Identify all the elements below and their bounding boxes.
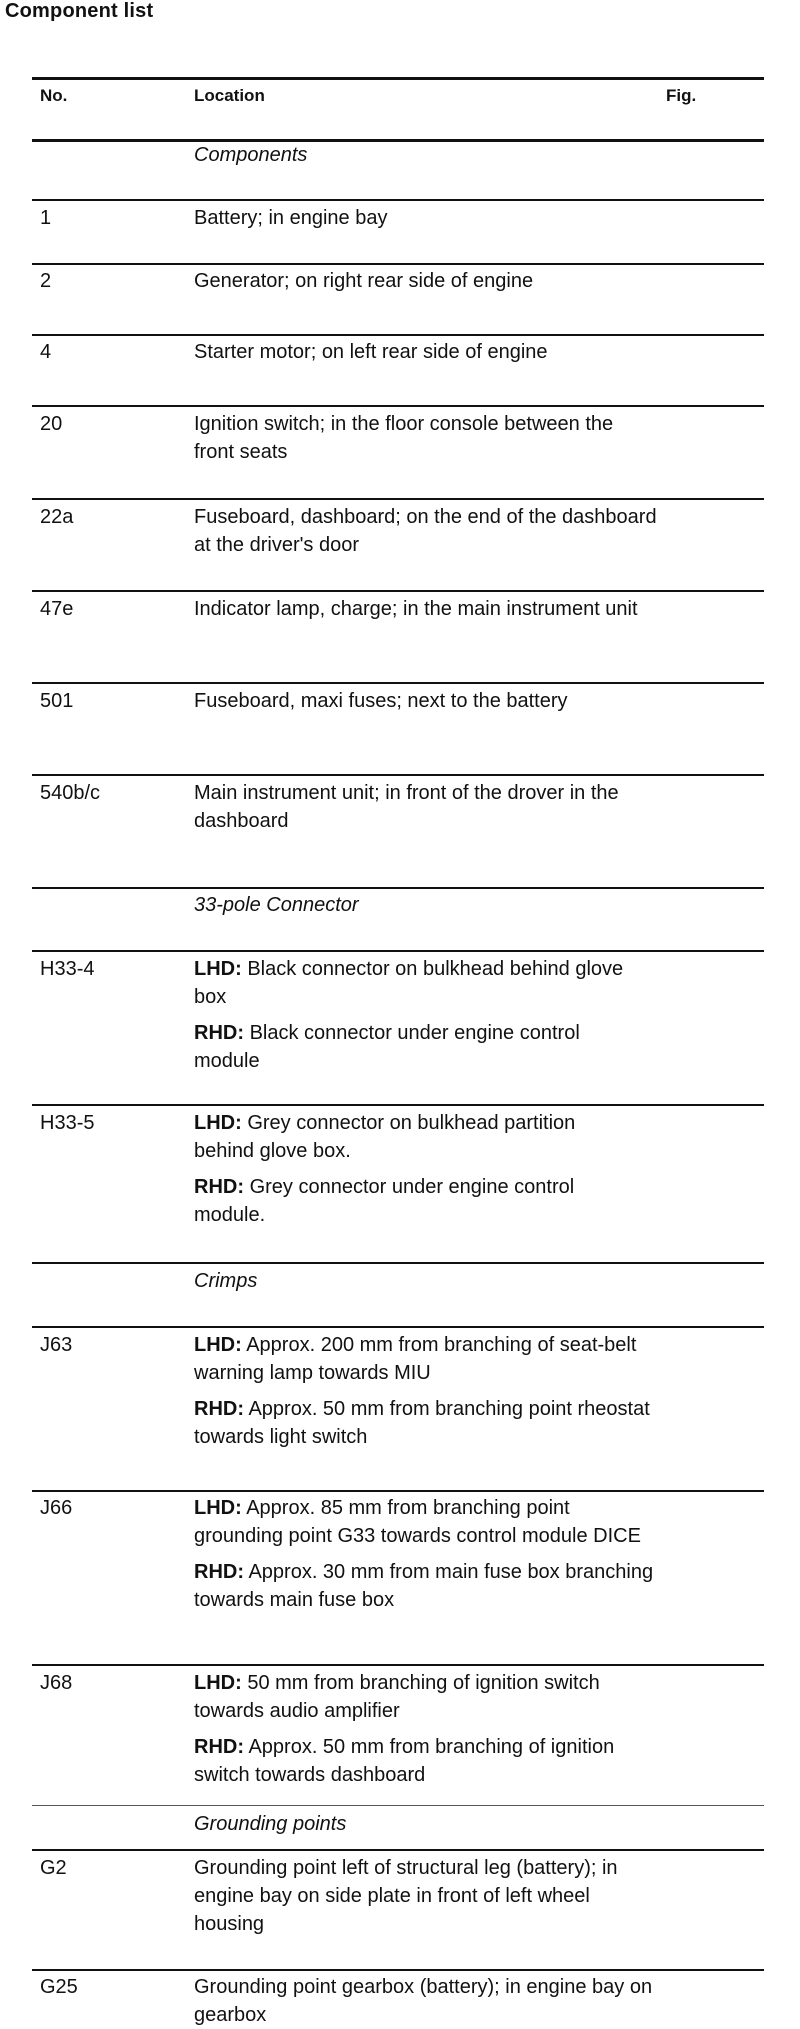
- row-divider: [32, 1664, 764, 1666]
- row-number: J68: [40, 1672, 73, 1694]
- row-location: Fuseboard, dashboard; on the end of the dashboard at the driver's door: [194, 506, 657, 556]
- row-number: 2: [40, 270, 52, 292]
- row-number: 501: [40, 690, 74, 712]
- row-divider: [32, 1262, 764, 1264]
- lhd-label: LHD:: [194, 1672, 242, 1694]
- row-number: J63: [40, 1334, 73, 1356]
- row-number: H33-5: [40, 1112, 95, 1134]
- rhd-label: RHD:: [194, 1561, 244, 1583]
- row-divider: [32, 682, 764, 684]
- row-divider: [32, 263, 764, 265]
- row-divider: [32, 774, 764, 776]
- row-location: Indicator lamp, charge; in the main instrument unit: [194, 598, 638, 620]
- row-divider: [32, 1326, 764, 1328]
- row-divider: [32, 1104, 764, 1106]
- lhd-text: Approx. 85 mm from branching point grounding point G33 towards control module DICE: [194, 1497, 641, 1547]
- lhd-note: [194, 1109, 634, 1165]
- row-number: J66: [40, 1497, 73, 1519]
- row-location: [194, 1669, 674, 1789]
- row-divider: [32, 887, 764, 889]
- row-location: Starter motor; on left rear side of engine: [194, 341, 548, 363]
- section-heading-crimps: Crimps: [194, 1270, 258, 1292]
- lhd-text: 50 mm from branching of ignition switch towards audio amplifier: [194, 1672, 600, 1722]
- row-number: 1: [40, 207, 52, 229]
- rhd-label: RHD:: [194, 1022, 244, 1044]
- lhd-label: LHD:: [194, 958, 242, 980]
- row-number: G25: [40, 1976, 78, 1998]
- row-divider: [32, 199, 764, 201]
- row-divider: [32, 1969, 764, 1971]
- rhd-text: Approx. 50 mm from branching point rheostat towards light switch: [194, 1398, 650, 1448]
- rhd-label: RHD:: [194, 1176, 244, 1198]
- row-number: H33-4: [40, 958, 95, 980]
- table-top-rule: [32, 77, 764, 80]
- row-divider: [32, 950, 764, 952]
- row-location: [194, 1109, 634, 1229]
- row-divider: [32, 405, 764, 407]
- rhd-text: Black connector under engine control module: [194, 1022, 580, 1072]
- lhd-label: LHD:: [194, 1497, 242, 1519]
- lhd-note: [194, 1669, 674, 1725]
- rhd-text: Approx. 50 mm from branching of ignition switch towards dashboard: [194, 1736, 615, 1786]
- column-header-fig: Fig.: [666, 86, 697, 105]
- row-divider: [32, 498, 764, 500]
- rhd-text: Approx. 30 mm from main fuse box branching towards main fuse box: [194, 1561, 654, 1611]
- row-location: [194, 1494, 654, 1614]
- row-location: Battery; in engine bay: [194, 207, 388, 229]
- row-number: 20: [40, 413, 63, 435]
- row-location: Grounding point left of structural leg (battery); in engine bay on side plate in front of left wheel housing: [194, 1857, 618, 1935]
- row-location: [194, 955, 634, 1075]
- row-number: 22a: [40, 506, 74, 528]
- rhd-label: RHD:: [194, 1398, 244, 1420]
- row-location: Fuseboard, maxi fuses; next to the battery: [194, 690, 568, 712]
- row-location: [194, 1331, 674, 1451]
- lhd-note: [194, 1494, 654, 1550]
- rhd-note: [194, 1733, 674, 1789]
- lhd-label: LHD:: [194, 1334, 242, 1356]
- row-divider: [32, 1805, 764, 1806]
- rhd-note: [194, 1019, 634, 1075]
- section-heading-components: Components: [194, 144, 308, 166]
- lhd-text: Approx. 200 mm from branching of seat-belt warning lamp towards MIU: [194, 1334, 637, 1384]
- row-location: Main instrument unit; in front of the drover in the dashboard: [194, 782, 619, 832]
- section-heading-connector: 33-pole Connector: [194, 894, 359, 916]
- row-divider: [32, 334, 764, 336]
- lhd-text: Grey connector on bulkhead partition behind glove box.: [194, 1112, 576, 1162]
- row-number: G2: [40, 1857, 67, 1879]
- rhd-text: Grey connector under engine control module.: [194, 1176, 575, 1226]
- column-header-location: Location: [194, 86, 265, 105]
- lhd-note: [194, 955, 634, 1011]
- row-number: 4: [40, 341, 52, 363]
- column-header-no: No.: [40, 86, 68, 105]
- row-divider: [32, 1849, 764, 1851]
- header-bottom-rule: [32, 139, 764, 142]
- row-location: Ignition switch; in the floor console between the front seats: [194, 413, 614, 463]
- row-divider: [32, 1490, 764, 1492]
- rhd-note: [194, 1558, 654, 1614]
- rhd-note: [194, 1395, 674, 1451]
- rhd-note: [194, 1173, 634, 1229]
- lhd-label: LHD:: [194, 1112, 242, 1134]
- row-number: 540b/c: [40, 782, 101, 804]
- lhd-note: [194, 1331, 674, 1387]
- rhd-label: RHD:: [194, 1736, 244, 1758]
- row-divider: [32, 590, 764, 592]
- row-location: Generator; on right rear side of engine: [194, 270, 534, 292]
- section-heading-grounding: Grounding points: [194, 1813, 347, 1835]
- row-number: 47e: [40, 598, 74, 620]
- row-location: Grounding point gearbox (battery); in engine bay on gearbox: [194, 1976, 653, 2026]
- lhd-text: Black connector on bulkhead behind glove box: [194, 958, 624, 1008]
- page-title: Component list: [5, 0, 154, 22]
